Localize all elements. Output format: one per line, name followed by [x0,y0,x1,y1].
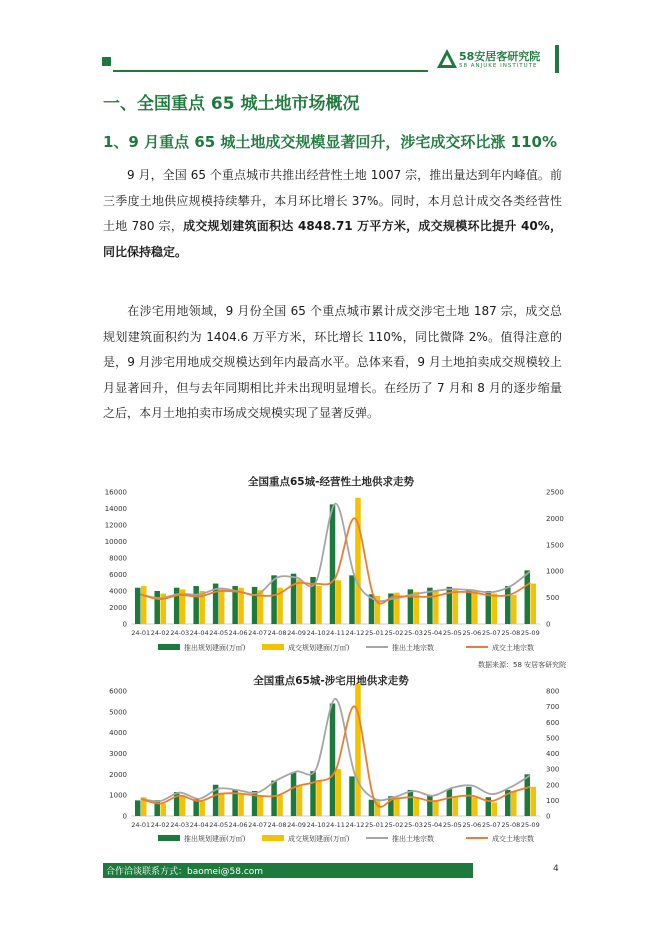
x-tick-label: 25-08 [501,821,521,829]
bar-deal [258,795,264,816]
bar-deal [199,801,205,816]
y-right-tick-label: 700 [546,703,560,712]
bar-deal [511,791,517,816]
bar-deal [180,795,186,816]
bar-supply [349,776,355,816]
y-left-tick-label: 6000 [109,571,127,579]
bar-supply [466,787,472,816]
bar-supply [330,504,336,624]
x-tick-label: 24-02 [150,821,170,829]
bar-deal [453,797,459,816]
bar-supply [427,588,433,624]
y-right-tick-label: 200 [546,781,560,790]
x-tick-label: 24-03 [170,629,190,637]
paragraph-2-text: 在涉宅用地领域，9 月份全国 65 个重点城市累计成交涉宅土地 187 宗，成交总规划建筑面积约为 1404.6 万平方米，环比增长 110%，同比微降 2%。值得注意的是，9 月涉宅用地成交规模达到年内最高水平。总体来看，9 月土地拍卖成交规模较上月显著回升，但与去年同期相比并未出现明显增长。在经历了 7 月和 8 月的逐步缩量之后，本月土地拍卖市场成交规模实现了显著反弹。 [103,304,562,420]
x-tick-label: 24-11 [326,629,345,637]
x-tick-label: 24-04 [189,821,209,829]
bar-deal [433,801,439,816]
chart-1-source: 数据来源：58 安居客研究院 [478,661,567,669]
y-left-tick-label: 5000 [109,708,127,717]
bar-deal [316,781,322,816]
bar-deal [219,793,225,816]
legend-swatch [158,835,180,841]
footer-contact: 合作洽谈联系方式：baomei@58.com [106,867,264,877]
header-rule [113,70,428,72]
y-left-tick-label: 8000 [109,554,127,563]
x-tick-label: 24-10 [306,821,326,829]
bar-deal [453,589,459,624]
chart-2 [0,684,662,854]
x-tick-label: 24-11 [326,821,345,829]
bar-supply [154,591,160,624]
x-tick-label: 24-06 [228,629,248,637]
x-tick-label: 24-05 [209,821,229,829]
x-tick-label: 24-08 [267,821,287,829]
bar-supply [135,800,141,816]
bar-supply [310,771,316,816]
y-left-tick-label: 0 [122,812,127,821]
x-tick-label: 24-04 [189,629,209,637]
x-tick-label: 25-05 [442,821,462,829]
bar-supply [505,586,511,624]
x-tick-label: 25-01 [365,821,384,829]
chart-1 [0,484,662,684]
x-tick-label: 25-09 [520,629,540,637]
y-right-tick-label: 400 [546,750,560,758]
x-tick-label: 24-09 [287,629,306,637]
bar-supply [330,704,336,817]
x-tick-label: 25-03 [403,821,423,829]
bar-supply [466,589,472,624]
bar-deal [277,795,283,816]
y-left-tick-label: 6000 [109,687,127,696]
bar-deal [531,584,537,624]
legend-label: 推出规划建面(万㎡) [184,644,246,652]
bar-deal [492,593,498,624]
header-square [102,57,111,66]
y-right-tick-label: 2500 [546,488,564,497]
bar-deal [355,498,361,624]
legend-swatch [262,644,284,650]
paragraph-2 [103,299,562,427]
x-tick-label: 25-05 [442,629,462,637]
x-tick-label: 25-03 [403,629,423,637]
line-deal-count [141,706,531,807]
y-right-tick-label: 1000 [546,567,564,576]
y-left-tick-label: 12000 [104,521,127,530]
legend-label: 成交土地宗数 [492,835,534,843]
x-tick-label: 25-06 [462,629,482,637]
y-right-tick-label: 300 [546,765,560,774]
y-right-tick-label: 2000 [546,514,564,523]
x-tick-label: 25-01 [365,629,384,637]
x-tick-label: 24-12 [345,629,365,637]
bar-supply [525,774,531,816]
x-tick-label: 24-01 [131,821,151,829]
bar-deal [394,797,400,816]
y-right-tick-label: 0 [546,620,551,629]
y-right-tick-label: 500 [546,594,560,603]
bar-deal [238,793,244,816]
bar-deal [531,787,537,816]
y-left-tick-label: 4000 [109,729,127,738]
y-left-tick-label: 16000 [104,488,127,497]
paragraph-1 [103,163,562,265]
y-left-tick-label: 4000 [109,587,127,596]
bar-deal [160,804,166,817]
paragraph-1-bold: 成交规划建筑面积达 4848.71 万平方米，成交规模环比提升 40%，同比保持稳定。 [103,219,562,259]
x-tick-label: 25-06 [462,821,482,829]
y-left-tick-label: 3000 [109,750,127,758]
bar-supply [252,587,258,624]
x-tick-label: 24-06 [228,821,248,829]
y-right-tick-label: 600 [546,718,560,727]
bar-supply [135,588,141,624]
chart-2-title: 全国重点65城-涉宅用地供求走势 [253,675,409,687]
x-tick-label: 24-08 [267,629,287,637]
bar-supply [349,575,355,624]
x-tick-label: 25-04 [423,629,443,637]
x-tick-label: 24-10 [306,629,326,637]
bar-deal [511,595,517,624]
y-left-tick-label: 0 [122,620,127,629]
logo-subtext: 58 ANJUKE INSTITUTE [459,63,538,69]
legend-label: 成交土地宗数 [492,644,534,652]
y-right-tick-label: 100 [546,796,560,805]
legend-label: 成交规划建面(万㎡) [288,644,350,652]
bar-deal [472,591,478,624]
bar-deal [336,580,342,624]
page-number: 4 [553,864,559,874]
bar-supply [447,789,453,816]
logo [436,46,552,76]
logo-text: 58安居客研究院 [459,50,541,63]
bar-supply [193,586,199,624]
section-title: 一、全国重点 65 城土地市场概况 [103,94,360,114]
bar-deal [336,769,342,816]
x-tick-label: 24-07 [248,821,268,829]
line-supply-count [141,504,531,602]
y-right-tick-label: 800 [546,687,560,696]
subsection-title: 1、9 月重点 65 城土地成交规模显著回升，涉宅成交环比涨 110% [103,133,557,151]
bar-supply [291,574,297,624]
y-right-tick-label: 0 [546,812,551,821]
bar-supply [291,772,297,816]
x-tick-label: 24-02 [150,629,170,637]
legend-label: 推出土地宗数 [392,835,434,843]
x-tick-label: 25-08 [501,629,521,637]
x-tick-label: 24-01 [131,629,151,637]
line-supply-count [141,699,531,802]
legend-label: 推出土地宗数 [392,644,434,652]
x-tick-label: 25-09 [520,821,540,829]
x-tick-label: 24-09 [287,821,306,829]
bar-deal [219,588,225,624]
chart-1-title: 全国重点65城-经营性土地供求走势 [248,476,414,488]
bar-deal [297,579,303,624]
x-tick-label: 24-07 [248,629,268,637]
legend-swatch [158,644,180,650]
bar-supply [427,795,433,816]
x-tick-label: 24-12 [345,821,365,829]
bar-deal [297,786,303,816]
bar-supply [271,781,277,816]
y-left-tick-label: 2000 [109,770,127,779]
x-tick-label: 25-07 [481,629,501,637]
x-tick-label: 25-04 [423,821,443,829]
bar-supply [408,790,414,816]
y-right-tick-label: 500 [546,734,560,743]
x-tick-label: 24-05 [209,629,229,637]
y-left-tick-label: 1000 [109,791,127,800]
x-tick-label: 25-07 [481,821,501,829]
x-tick-label: 24-03 [170,821,190,829]
legend-label: 成交规划建面(万㎡) [288,835,350,843]
bar-deal [316,586,322,624]
bar-deal [355,684,361,816]
y-right-tick-label: 1500 [546,541,564,550]
bar-deal [492,802,498,816]
bar-deal [414,798,420,816]
paragraph-1-text: 9 月，全国 65 个重点城市共推出经营性土地 1007 宗，推出量达到年内峰值。前三季度土地供应规模持续攀升，本月环比增长 37%。同时，本月总计成交各类经营性土地 780 宗， [103,168,562,233]
legend-label: 推出规划建面(万㎡) [184,835,246,843]
bar-deal [472,797,478,816]
y-left-tick-label: 14000 [104,505,127,513]
bar-supply [525,570,531,624]
x-tick-label: 25-02 [384,629,404,637]
x-tick-label: 25-02 [384,821,404,829]
logo-mark-icon [436,48,458,70]
bar-supply [369,800,375,816]
header-bar [555,45,559,73]
bar-supply [271,575,277,624]
y-left-tick-label: 2000 [109,604,127,612]
bar-deal [141,586,147,624]
legend-swatch [262,835,284,841]
y-left-tick-label: 10000 [104,538,127,546]
